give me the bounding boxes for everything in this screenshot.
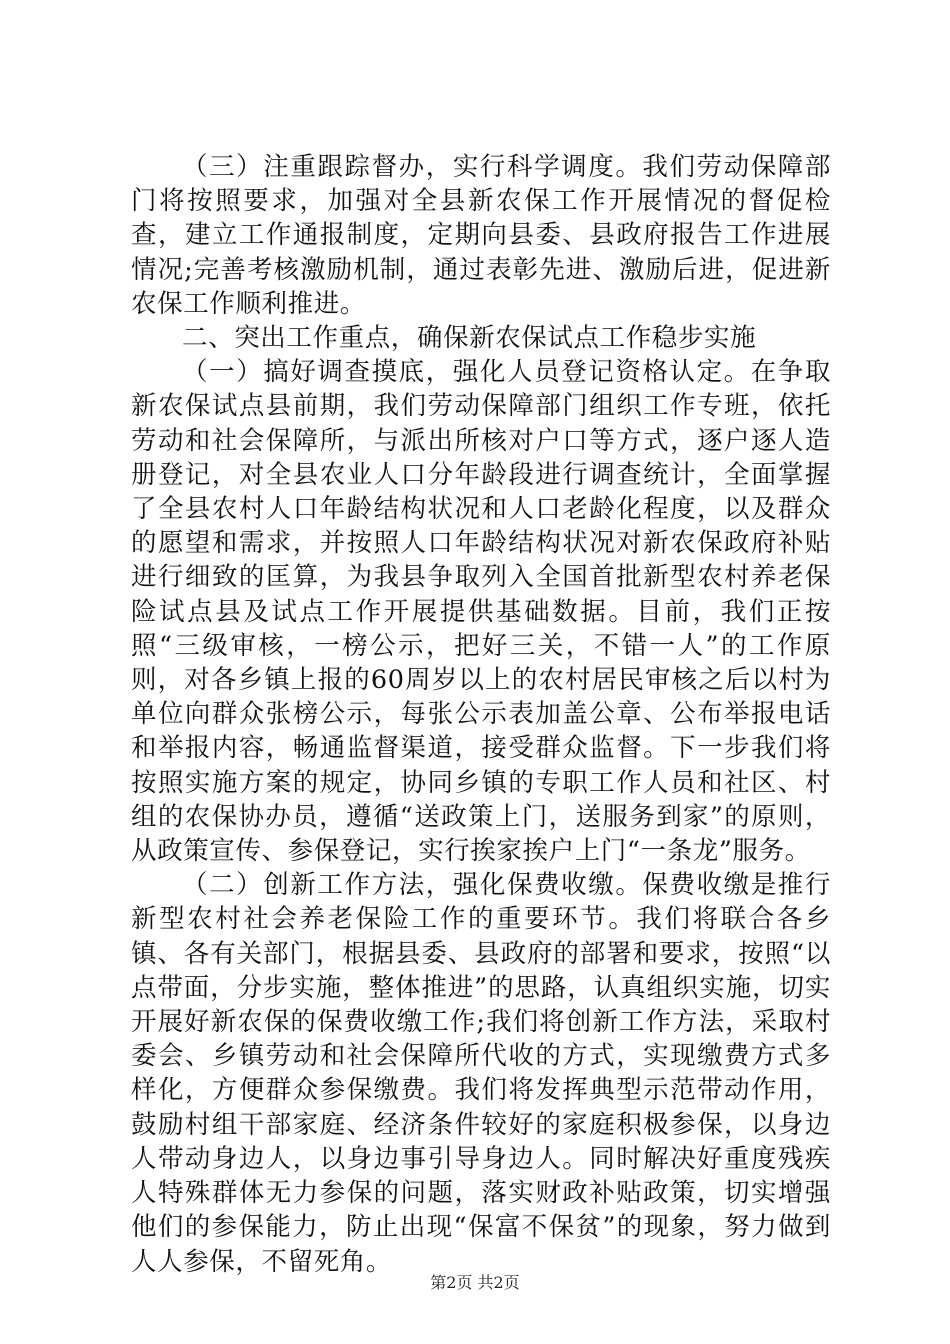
paragraph-collection: （二）创新工作方法，强化保费收缴。保费收缴是推行新型农村社会养老保险工作的重要环节。我们将联合各乡镇、各有关部门，根据县委、县政府的部署和要求，按照“以点带面，分步实施，整体推进”的思路，认真组织实施，切实开展好新农保的保费收缴工作;我们将创新工作方法，采取村委会、乡镇劳动和社会保障所代收的方式，实现缴费方式多样化，方便群众参保缴费。我们将发挥典型示范带动作用，鼓励村组干部家庭、经济条件较好的家庭积极参保，以身边人带动身边人，以身边事引导身边人。同时解决好重度残疾人特殊群体无力参保的问题，落实财政补贴政策，切实增强他们的参保能力，防止出现“保富不保贫”的现象，努力做到人人参保，不留死角。	[131, 870, 831, 1277]
section-heading: 二、突出工作重点，确保新农保试点工作稳步实施	[182, 323, 757, 354]
paragraph-survey: （一）搞好调查摸底，强化人员登记资格认定。在争取新农保试点县前期，我们劳动保障部门组织工作专班，依托劳动和社会保障所，与派出所核对户口等方式，逐户逐人造册登记，对全县农业人口分年龄段进行调查统计，全面掌握了全县农村人口年龄结构状况和人口老龄化程度，以及群众的愿望和需求，并按照人口年龄结构状况对新农保政府补贴进行细致的匡算，为我县争取列入全国首批新型农村养老保险试点县及试点工作开展提供基础数据。目前，我们正按照“三级审核，一榜公示，把好三关，不错一人”的工作原则，对各乡镇上报的60周岁以上的农村居民审核之后以村为单位向群众张榜公示，每张公示表加盖公章、公布举报电话和举报内容，畅通监督渠道，接受群众监督。下一步我们将按照实施方案的规定，协同乡镇的专职工作人员和社区、村组的农保协办员，遵循“送政策上门，送服务到家”的原则，从政策宣传、参保登记，实行挨家挨户上门“一条龙”服务。	[131, 357, 831, 867]
page-footer: 第2页 共2页	[430, 1273, 520, 1292]
document-body	[131, 150, 831, 1279]
paragraph-supervision: （三）注重跟踪督办，实行科学调度。我们劳动保障部门将按照要求，加强对全县新农保工作开展情况的督促检查，建立工作通报制度，定期向县委、县政府报告工作进展情况;完善考核激励机制，通过表彰先进、激励后进，促进新农保工作顺利推进。	[131, 152, 831, 319]
